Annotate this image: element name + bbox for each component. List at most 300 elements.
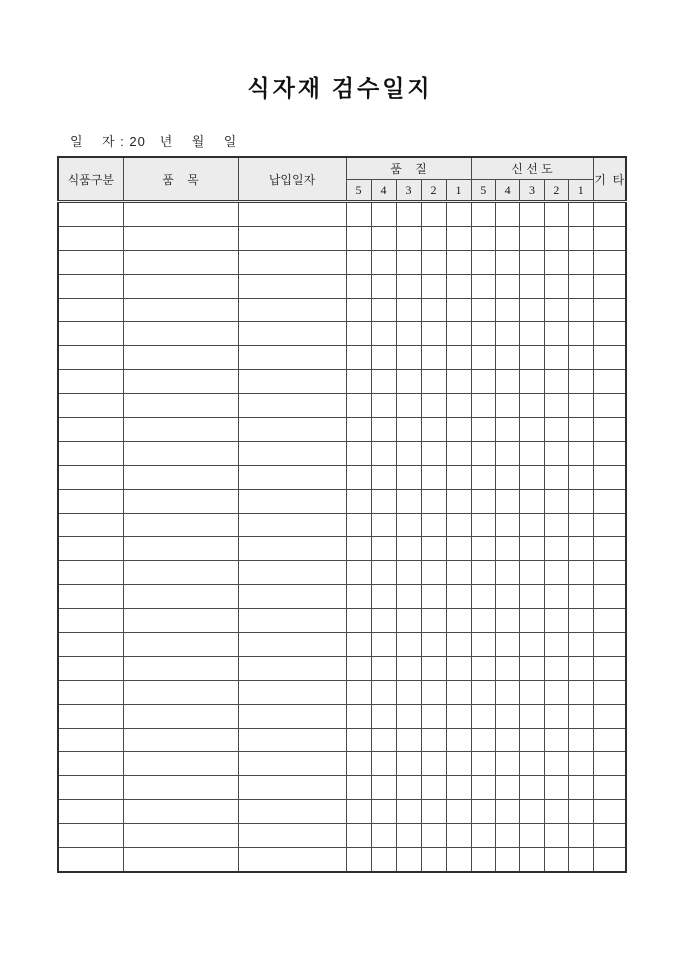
table-row [58,537,626,561]
empty-cell [123,513,238,537]
empty-cell [421,441,446,465]
empty-cell [58,322,123,346]
empty-cell [238,441,346,465]
empty-cell [520,609,544,633]
table-row [58,394,626,418]
empty-cell [446,274,471,298]
empty-cell [593,274,626,298]
empty-cell [346,680,371,704]
empty-cell [371,465,396,489]
empty-cell [238,394,346,418]
empty-cell [471,274,495,298]
empty-cell [593,250,626,274]
empty-cell [471,633,495,657]
empty-cell [471,346,495,370]
empty-cell [346,752,371,776]
empty-cell [569,418,593,442]
empty-cell [593,513,626,537]
empty-cell [593,226,626,250]
empty-cell [593,489,626,513]
empty-cell [238,728,346,752]
empty-cell [544,680,568,704]
empty-cell [593,298,626,322]
table-row [58,561,626,585]
empty-cell [346,322,371,346]
empty-cell [495,226,519,250]
empty-cell [471,202,495,227]
empty-cell [520,274,544,298]
empty-cell [238,489,346,513]
empty-cell [238,776,346,800]
empty-cell [569,728,593,752]
empty-cell [346,824,371,848]
empty-cell [569,537,593,561]
empty-cell [446,322,471,346]
empty-cell [58,489,123,513]
empty-cell [520,226,544,250]
empty-cell [446,370,471,394]
header-etc: 기 타 [593,157,626,202]
empty-cell [520,441,544,465]
empty-cell [346,513,371,537]
empty-cell [421,322,446,346]
empty-cell [371,537,396,561]
empty-cell [446,728,471,752]
empty-cell [569,298,593,322]
empty-cell [58,633,123,657]
empty-cell [471,728,495,752]
empty-cell [520,418,544,442]
empty-cell [58,680,123,704]
empty-cell [593,728,626,752]
table-row [58,656,626,680]
empty-cell [396,346,421,370]
empty-cell [58,370,123,394]
empty-cell [569,752,593,776]
empty-cell [544,585,568,609]
empty-cell [471,370,495,394]
empty-cell [123,752,238,776]
empty-cell [346,465,371,489]
empty-cell [238,585,346,609]
empty-cell [346,370,371,394]
empty-cell [396,633,421,657]
empty-cell [495,513,519,537]
empty-cell [58,465,123,489]
empty-cell [544,824,568,848]
empty-cell [544,513,568,537]
empty-cell [495,465,519,489]
empty-cell [471,489,495,513]
empty-cell [495,585,519,609]
empty-cell [569,633,593,657]
empty-cell [446,704,471,728]
empty-cell [495,728,519,752]
empty-cell [495,537,519,561]
empty-cell [346,346,371,370]
empty-cell [58,513,123,537]
table-row [58,346,626,370]
table-row [58,848,626,872]
empty-cell [446,418,471,442]
empty-cell [520,585,544,609]
empty-cell [520,202,544,227]
empty-cell [569,394,593,418]
empty-cell [471,585,495,609]
table-row [58,800,626,824]
empty-cell [471,704,495,728]
empty-cell [371,370,396,394]
empty-cell [544,609,568,633]
empty-cell [569,680,593,704]
empty-cell [495,202,519,227]
empty-cell [544,704,568,728]
empty-cell [371,633,396,657]
empty-cell [520,298,544,322]
empty-cell [396,585,421,609]
empty-cell [544,800,568,824]
empty-cell [593,800,626,824]
empty-cell [346,633,371,657]
empty-cell [495,298,519,322]
empty-cell [346,848,371,872]
empty-cell [396,656,421,680]
empty-cell [569,370,593,394]
empty-cell [238,465,346,489]
empty-cell [569,441,593,465]
empty-cell [123,370,238,394]
empty-cell [238,633,346,657]
header-quality-group: 품 질 [346,157,471,180]
empty-cell [396,418,421,442]
empty-cell [495,250,519,274]
empty-cell [544,418,568,442]
empty-cell [238,537,346,561]
empty-cell [446,656,471,680]
freshness-score-header-1: 1 [569,180,593,202]
empty-cell [421,656,446,680]
empty-cell [471,800,495,824]
empty-cell [58,824,123,848]
empty-cell [371,226,396,250]
empty-cell [123,250,238,274]
empty-cell [569,226,593,250]
empty-cell [495,752,519,776]
empty-cell [544,489,568,513]
empty-cell [346,704,371,728]
empty-cell [371,441,396,465]
empty-cell [495,609,519,633]
empty-cell [569,609,593,633]
empty-cell [593,561,626,585]
table-row [58,370,626,394]
empty-cell [421,226,446,250]
empty-cell [238,202,346,227]
freshness-score-header-3: 3 [520,180,544,202]
table-row [58,728,626,752]
empty-cell [495,418,519,442]
empty-cell [396,776,421,800]
empty-cell [520,394,544,418]
empty-cell [123,824,238,848]
empty-cell [346,226,371,250]
empty-cell [123,274,238,298]
empty-cell [346,418,371,442]
empty-cell [544,394,568,418]
empty-cell [58,537,123,561]
empty-cell [446,298,471,322]
empty-cell [238,656,346,680]
table-row [58,298,626,322]
empty-cell [569,250,593,274]
table-row [58,680,626,704]
empty-cell [346,298,371,322]
empty-cell [371,752,396,776]
empty-cell [123,680,238,704]
empty-cell [346,656,371,680]
empty-cell [446,633,471,657]
table-row [58,465,626,489]
empty-cell [346,800,371,824]
empty-cell [520,704,544,728]
empty-cell [238,370,346,394]
empty-cell [471,776,495,800]
empty-cell [520,537,544,561]
empty-cell [446,848,471,872]
empty-cell [123,848,238,872]
empty-cell [593,824,626,848]
table-header [58,157,626,202]
empty-cell [123,537,238,561]
empty-cell [346,274,371,298]
empty-cell [58,656,123,680]
empty-cell [446,346,471,370]
empty-cell [346,537,371,561]
empty-cell [238,226,346,250]
empty-cell [371,513,396,537]
empty-cell [123,322,238,346]
empty-cell [421,489,446,513]
empty-cell [446,752,471,776]
empty-cell [371,298,396,322]
empty-cell [471,298,495,322]
empty-cell [520,513,544,537]
empty-cell [471,609,495,633]
empty-cell [520,680,544,704]
empty-cell [520,561,544,585]
empty-cell [238,418,346,442]
table-row [58,824,626,848]
table-row [58,752,626,776]
empty-cell [421,609,446,633]
empty-cell [396,537,421,561]
empty-cell [495,322,519,346]
empty-cell [495,394,519,418]
empty-cell [569,513,593,537]
empty-cell [396,226,421,250]
table-row [58,274,626,298]
empty-cell [123,609,238,633]
empty-cell [495,824,519,848]
empty-cell [471,848,495,872]
empty-cell [593,394,626,418]
table-row [58,609,626,633]
empty-cell [346,585,371,609]
inspection-table-body [58,202,626,872]
empty-cell [593,346,626,370]
empty-cell [544,322,568,346]
empty-cell [569,848,593,872]
empty-cell [123,561,238,585]
empty-cell [569,489,593,513]
empty-cell [123,441,238,465]
empty-cell [446,824,471,848]
empty-cell [593,441,626,465]
quality-score-header-1: 1 [446,180,471,202]
empty-cell [123,633,238,657]
table-row [58,418,626,442]
empty-cell [520,633,544,657]
empty-cell [544,226,568,250]
freshness-score-header-4: 4 [495,180,519,202]
empty-cell [396,322,421,346]
empty-cell [238,800,346,824]
table-row [58,704,626,728]
quality-score-header-4: 4 [371,180,396,202]
empty-cell [593,848,626,872]
empty-cell [593,704,626,728]
empty-cell [123,776,238,800]
empty-cell [421,752,446,776]
empty-cell [495,704,519,728]
empty-cell [544,274,568,298]
empty-cell [520,824,544,848]
empty-cell [446,465,471,489]
empty-cell [238,848,346,872]
empty-cell [58,250,123,274]
empty-cell [593,202,626,227]
empty-cell [58,752,123,776]
empty-cell [58,274,123,298]
empty-cell [396,609,421,633]
empty-cell [471,537,495,561]
empty-cell [58,202,123,227]
table-row [58,441,626,465]
empty-cell [495,561,519,585]
empty-cell [123,202,238,227]
empty-cell [593,633,626,657]
empty-cell [58,346,123,370]
empty-cell [569,656,593,680]
empty-cell [396,441,421,465]
empty-cell [421,824,446,848]
empty-cell [544,561,568,585]
empty-cell [446,441,471,465]
empty-cell [371,704,396,728]
empty-cell [58,776,123,800]
empty-cell [421,680,446,704]
table-row [58,633,626,657]
empty-cell [238,824,346,848]
empty-cell [371,322,396,346]
empty-cell [569,776,593,800]
empty-cell [123,394,238,418]
empty-cell [396,680,421,704]
quality-score-header-2: 2 [421,180,446,202]
header-food-category: 식품구분 [58,157,123,202]
empty-cell [520,250,544,274]
table-row [58,585,626,609]
empty-cell [346,394,371,418]
empty-cell [58,226,123,250]
empty-cell [471,465,495,489]
empty-cell [471,513,495,537]
empty-cell [593,465,626,489]
empty-cell [58,728,123,752]
empty-cell [544,633,568,657]
empty-cell [593,585,626,609]
empty-cell [495,680,519,704]
empty-cell [396,202,421,227]
empty-cell [396,513,421,537]
empty-cell [396,728,421,752]
empty-cell [421,848,446,872]
empty-cell [520,776,544,800]
empty-cell [421,585,446,609]
empty-cell [58,418,123,442]
empty-cell [238,609,346,633]
empty-cell [346,561,371,585]
quality-score-header-5: 5 [346,180,371,202]
empty-cell [396,274,421,298]
empty-cell [421,800,446,824]
empty-cell [520,728,544,752]
quality-score-header-3: 3 [396,180,421,202]
empty-cell [495,489,519,513]
empty-cell [123,489,238,513]
empty-cell [446,226,471,250]
empty-cell [421,298,446,322]
empty-cell [495,633,519,657]
empty-cell [569,585,593,609]
empty-cell [544,346,568,370]
empty-cell [371,418,396,442]
empty-cell [446,537,471,561]
empty-cell [346,489,371,513]
empty-cell [238,274,346,298]
date-line: 일 자 : 20 년 월 일 [70,134,238,149]
empty-cell [396,298,421,322]
empty-cell [123,226,238,250]
empty-cell [238,250,346,274]
empty-cell [421,274,446,298]
empty-cell [396,489,421,513]
empty-cell [58,848,123,872]
empty-cell [544,441,568,465]
empty-cell [346,609,371,633]
empty-cell [396,848,421,872]
empty-cell [371,728,396,752]
empty-cell [569,561,593,585]
empty-cell [371,680,396,704]
empty-cell [593,609,626,633]
empty-cell [471,418,495,442]
table-row [58,202,626,227]
empty-cell [471,824,495,848]
empty-cell [446,776,471,800]
empty-cell [593,322,626,346]
empty-cell [471,322,495,346]
